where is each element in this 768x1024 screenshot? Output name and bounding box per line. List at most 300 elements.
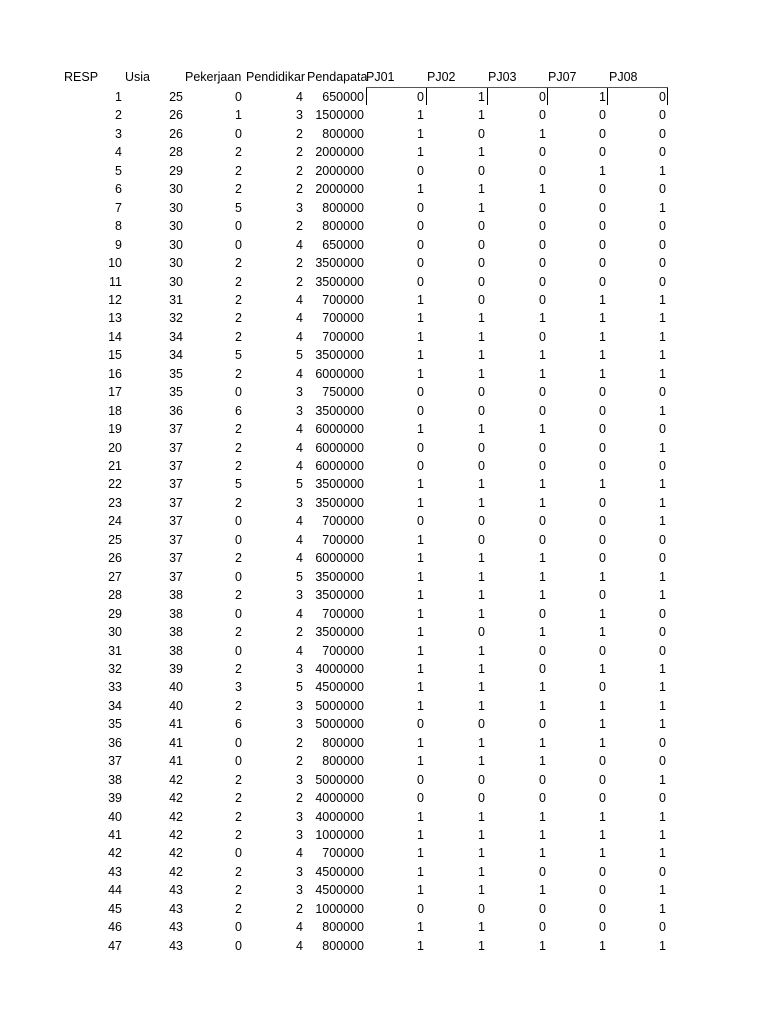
cell-pj03[interactable]: 0 bbox=[539, 145, 546, 160]
cell-pj03[interactable]: 0 bbox=[539, 292, 546, 307]
cell-pendapatan[interactable]: 3500000 bbox=[315, 403, 364, 418]
header-pendapatan[interactable]: Pendapata bbox=[307, 70, 368, 84]
cell-pendidikan[interactable]: 2 bbox=[296, 182, 303, 197]
cell-pekerjaan[interactable]: 5 bbox=[235, 477, 242, 492]
cell-pj01[interactable]: 1 bbox=[417, 920, 424, 935]
cell-pj07[interactable]: 0 bbox=[599, 754, 606, 769]
cell-usia[interactable]: 41 bbox=[169, 735, 183, 750]
cell-usia[interactable]: 37 bbox=[169, 440, 183, 455]
cell-usia[interactable]: 43 bbox=[169, 901, 183, 916]
cell-pj02[interactable]: 0 bbox=[478, 274, 485, 289]
header-pj03[interactable]: PJ03 bbox=[488, 70, 517, 84]
cell-pj03[interactable]: 1 bbox=[539, 126, 546, 141]
cell-pj03[interactable]: 0 bbox=[539, 219, 546, 234]
header-pj08[interactable]: PJ08 bbox=[609, 70, 638, 84]
cell-pj01[interactable]: 0 bbox=[417, 237, 424, 252]
cell-pj03[interactable]: 1 bbox=[539, 422, 546, 437]
cell-pj07[interactable]: 1 bbox=[599, 828, 606, 842]
cell-pj01[interactable]: 1 bbox=[417, 864, 424, 879]
cell-pj01[interactable]: 1 bbox=[417, 754, 424, 769]
cell-resp[interactable]: 29 bbox=[108, 606, 122, 621]
cell-pj01[interactable]: 0 bbox=[417, 403, 424, 418]
cell-resp[interactable]: 9 bbox=[115, 237, 122, 252]
cell-pj02[interactable]: 0 bbox=[478, 532, 485, 547]
cell-usia[interactable]: 38 bbox=[169, 643, 183, 658]
cell-pj03[interactable]: 1 bbox=[539, 828, 546, 842]
cell-pj02[interactable]: 1 bbox=[478, 182, 485, 197]
cell-pj02[interactable]: 0 bbox=[478, 385, 485, 400]
cell-usia[interactable]: 30 bbox=[169, 219, 183, 234]
cell-pj07[interactable]: 1 bbox=[599, 311, 606, 326]
cell-pj01[interactable]: 1 bbox=[417, 883, 424, 898]
cell-pendidikan[interactable]: 3 bbox=[296, 772, 303, 787]
cell-resp[interactable]: 45 bbox=[108, 901, 122, 916]
cell-pj07[interactable]: 0 bbox=[599, 182, 606, 197]
cell-usia[interactable]: 30 bbox=[169, 182, 183, 197]
cell-pendapatan[interactable]: 6000000 bbox=[315, 422, 364, 437]
cell-usia[interactable]: 42 bbox=[169, 864, 183, 879]
cell-pj01[interactable]: 1 bbox=[417, 182, 424, 197]
cell-pj02[interactable]: 1 bbox=[478, 809, 485, 824]
cell-pekerjaan[interactable]: 0 bbox=[235, 920, 242, 935]
cell-pekerjaan[interactable]: 0 bbox=[235, 514, 242, 529]
cell-pj08[interactable]: 0 bbox=[659, 551, 666, 566]
cell-pj03[interactable]: 0 bbox=[539, 772, 546, 787]
cell-pj02[interactable]: 0 bbox=[478, 256, 485, 271]
cell-usia[interactable]: 42 bbox=[169, 828, 183, 842]
cell-pj08[interactable]: 1 bbox=[659, 588, 666, 603]
cell-pendidikan[interactable]: 2 bbox=[296, 754, 303, 769]
cell-pekerjaan[interactable]: 2 bbox=[235, 698, 242, 713]
cell-pekerjaan[interactable]: 2 bbox=[235, 625, 242, 640]
cell-pendapatan[interactable]: 1000000 bbox=[315, 828, 364, 842]
cell-resp[interactable]: 11 bbox=[109, 274, 122, 289]
cell-usia[interactable]: 35 bbox=[169, 385, 183, 400]
cell-pendapatan[interactable]: 6000000 bbox=[315, 366, 364, 381]
cell-pj03[interactable]: 0 bbox=[539, 108, 546, 123]
cell-pj07[interactable]: 0 bbox=[599, 514, 606, 529]
cell-usia[interactable]: 31 bbox=[169, 292, 183, 307]
cell-pendidikan[interactable]: 3 bbox=[296, 717, 303, 732]
cell-usia[interactable]: 36 bbox=[169, 403, 183, 418]
cell-resp[interactable]: 21 bbox=[108, 459, 122, 473]
cell-pendidikan[interactable]: 2 bbox=[296, 145, 303, 160]
cell-pendidikan[interactable]: 3 bbox=[296, 864, 303, 879]
cell-resp[interactable]: 35 bbox=[108, 717, 122, 732]
cell-pj01[interactable]: 1 bbox=[417, 643, 424, 658]
cell-resp[interactable]: 41 bbox=[108, 828, 122, 842]
cell-pj03[interactable]: 1 bbox=[539, 348, 546, 363]
cell-pj08[interactable]: 1 bbox=[659, 717, 666, 732]
header-pj07[interactable]: PJ07 bbox=[548, 70, 577, 84]
cell-pendidikan[interactable]: 5 bbox=[296, 348, 303, 363]
cell-pj08[interactable]: 1 bbox=[659, 348, 666, 363]
cell-pekerjaan[interactable]: 2 bbox=[235, 828, 242, 842]
cell-pj07[interactable]: 1 bbox=[599, 698, 606, 713]
cell-pendidikan[interactable]: 5 bbox=[296, 569, 303, 584]
cell-pj03[interactable]: 0 bbox=[539, 403, 546, 418]
cell-usia[interactable]: 43 bbox=[169, 920, 183, 935]
cell-usia[interactable]: 43 bbox=[169, 938, 183, 953]
cell-pj03[interactable]: 0 bbox=[539, 459, 546, 473]
cell-usia[interactable]: 38 bbox=[169, 625, 183, 640]
cell-pj07[interactable]: 1 bbox=[599, 717, 606, 732]
cell-pendapatan[interactable]: 800000 bbox=[322, 219, 364, 234]
cell-pj08[interactable]: 1 bbox=[659, 569, 666, 584]
cell-pj01[interactable]: 1 bbox=[417, 569, 424, 584]
cell-pendidikan[interactable]: 2 bbox=[296, 274, 303, 289]
cell-pj08[interactable]: 0 bbox=[659, 625, 666, 640]
cell-usia[interactable]: 39 bbox=[169, 661, 183, 676]
cell-pj07[interactable]: 0 bbox=[599, 791, 606, 806]
cell-resp[interactable]: 28 bbox=[108, 588, 122, 603]
cell-pekerjaan[interactable]: 5 bbox=[235, 348, 242, 363]
cell-pj03[interactable]: 1 bbox=[539, 588, 546, 603]
cell-pendapatan[interactable]: 800000 bbox=[322, 938, 364, 953]
cell-pj08[interactable]: 1 bbox=[659, 477, 666, 492]
cell-pj01[interactable]: 1 bbox=[417, 625, 424, 640]
cell-usia[interactable]: 30 bbox=[169, 274, 183, 289]
cell-pendapatan[interactable]: 700000 bbox=[322, 606, 364, 621]
cell-usia[interactable]: 37 bbox=[169, 422, 183, 437]
cell-resp[interactable]: 18 bbox=[108, 403, 122, 418]
cell-pj07[interactable]: 1 bbox=[599, 661, 606, 676]
cell-resp[interactable]: 36 bbox=[108, 735, 122, 750]
cell-resp[interactable]: 42 bbox=[108, 846, 122, 861]
cell-pj03[interactable]: 0 bbox=[539, 643, 546, 658]
cell-pj03[interactable]: 1 bbox=[539, 698, 546, 713]
cell-pj03[interactable]: 1 bbox=[539, 735, 546, 750]
cell-pendidikan[interactable]: 3 bbox=[296, 385, 303, 400]
cell-pj02[interactable]: 1 bbox=[478, 145, 485, 160]
cell-pj01[interactable]: 1 bbox=[417, 680, 424, 695]
cell-resp[interactable]: 33 bbox=[108, 680, 122, 695]
cell-pendidikan[interactable]: 4 bbox=[296, 422, 303, 437]
cell-pj01[interactable]: 1 bbox=[417, 588, 424, 603]
cell-usia[interactable]: 26 bbox=[169, 126, 183, 141]
cell-pj07[interactable]: 1 bbox=[599, 477, 606, 492]
cell-pendidikan[interactable]: 4 bbox=[296, 920, 303, 935]
cell-usia[interactable]: 34 bbox=[169, 348, 183, 363]
cell-pj02[interactable]: 0 bbox=[478, 237, 485, 252]
cell-pekerjaan[interactable]: 0 bbox=[235, 846, 242, 861]
cell-pj02[interactable]: 1 bbox=[478, 588, 485, 603]
cell-resp[interactable]: 24 bbox=[108, 514, 122, 529]
cell-pendidikan[interactable]: 5 bbox=[296, 680, 303, 695]
cell-pendapatan[interactable]: 700000 bbox=[322, 311, 364, 326]
cell-pj03[interactable]: 0 bbox=[539, 532, 546, 547]
cell-pendapatan[interactable]: 700000 bbox=[322, 532, 364, 547]
header-pekerjaan[interactable]: Pekerjaan bbox=[185, 70, 242, 84]
cell-pendidikan[interactable]: 4 bbox=[296, 366, 303, 381]
cell-pj02[interactable]: 1 bbox=[478, 735, 485, 750]
cell-pj07[interactable]: 0 bbox=[599, 403, 606, 418]
cell-pekerjaan[interactable]: 0 bbox=[235, 219, 242, 234]
cell-pekerjaan[interactable]: 2 bbox=[235, 883, 242, 898]
cell-pj02[interactable]: 1 bbox=[478, 348, 485, 363]
cell-resp[interactable]: 44 bbox=[108, 883, 122, 898]
cell-pj02[interactable]: 0 bbox=[478, 219, 485, 234]
cell-resp[interactable]: 10 bbox=[108, 256, 122, 271]
cell-pj02[interactable]: 1 bbox=[478, 828, 485, 842]
cell-pj08[interactable]: 1 bbox=[659, 846, 666, 861]
cell-pj08[interactable]: 1 bbox=[659, 698, 666, 713]
cell-pendidikan[interactable]: 3 bbox=[296, 588, 303, 603]
cell-pendidikan[interactable]: 4 bbox=[296, 532, 303, 547]
cell-pj03[interactable]: 1 bbox=[539, 495, 546, 510]
cell-pj02[interactable]: 0 bbox=[478, 791, 485, 806]
cell-pj03[interactable]: 1 bbox=[539, 754, 546, 769]
cell-pj08[interactable]: 1 bbox=[659, 440, 666, 455]
cell-pj08[interactable]: 0 bbox=[659, 459, 666, 473]
cell-pj03[interactable]: 0 bbox=[539, 440, 546, 455]
cell-pj07[interactable]: 0 bbox=[599, 274, 606, 289]
cell-pj01[interactable]: 1 bbox=[417, 698, 424, 713]
cell-pendidikan[interactable]: 3 bbox=[296, 809, 303, 824]
cell-pj08[interactable]: 1 bbox=[659, 311, 666, 326]
cell-pendapatan[interactable]: 3500000 bbox=[315, 256, 364, 271]
cell-pj07[interactable]: 1 bbox=[599, 329, 606, 344]
cell-pekerjaan[interactable]: 1 bbox=[235, 108, 242, 123]
cell-resp[interactable]: 3 bbox=[115, 126, 122, 141]
cell-pj02[interactable]: 1 bbox=[478, 754, 485, 769]
cell-pj02[interactable]: 1 bbox=[478, 495, 485, 510]
cell-pj08[interactable]: 1 bbox=[659, 772, 666, 787]
cell-pj07[interactable]: 0 bbox=[599, 588, 606, 603]
cell-pekerjaan[interactable]: 0 bbox=[235, 754, 242, 769]
cell-pendidikan[interactable]: 4 bbox=[296, 440, 303, 455]
cell-usia[interactable]: 43 bbox=[169, 883, 183, 898]
cell-pj02[interactable]: 1 bbox=[478, 477, 485, 492]
cell-pj08[interactable]: 1 bbox=[659, 292, 666, 307]
cell-pj02[interactable]: 0 bbox=[478, 163, 485, 178]
cell-pj03[interactable]: 0 bbox=[539, 274, 546, 289]
cell-pj03[interactable]: 0 bbox=[539, 920, 546, 935]
cell-pj07[interactable]: 0 bbox=[599, 551, 606, 566]
cell-pj08[interactable]: 0 bbox=[659, 182, 666, 197]
cell-pj08[interactable]: 1 bbox=[659, 403, 666, 418]
cell-pj03[interactable]: 1 bbox=[539, 366, 546, 381]
cell-resp[interactable]: 46 bbox=[108, 920, 122, 935]
cell-pj07[interactable]: 0 bbox=[599, 901, 606, 916]
cell-pekerjaan[interactable]: 2 bbox=[235, 311, 242, 326]
cell-pj08[interactable]: 0 bbox=[659, 274, 666, 289]
cell-pendapatan[interactable]: 3500000 bbox=[315, 477, 364, 492]
cell-pendapatan[interactable]: 5000000 bbox=[315, 698, 364, 713]
cell-pj03[interactable]: 1 bbox=[539, 883, 546, 898]
cell-pj02[interactable]: 1 bbox=[478, 864, 485, 879]
cell-pj08[interactable]: 1 bbox=[659, 901, 666, 916]
cell-pj07[interactable]: 0 bbox=[599, 385, 606, 400]
cell-pj02[interactable]: 0 bbox=[478, 440, 485, 455]
cell-pendidikan[interactable]: 3 bbox=[296, 698, 303, 713]
cell-pj03[interactable]: 1 bbox=[539, 569, 546, 584]
cell-pekerjaan[interactable]: 2 bbox=[235, 292, 242, 307]
cell-pendidikan[interactable]: 2 bbox=[296, 256, 303, 271]
cell-pj01[interactable]: 0 bbox=[417, 772, 424, 787]
cell-pendapatan[interactable]: 700000 bbox=[322, 846, 364, 861]
cell-pj08[interactable]: 1 bbox=[659, 163, 666, 178]
header-pendidikan[interactable]: Pendidikar bbox=[246, 70, 306, 84]
cell-pj01[interactable]: 0 bbox=[417, 200, 424, 215]
cell-pekerjaan[interactable]: 2 bbox=[235, 329, 242, 344]
cell-pendapatan[interactable]: 3500000 bbox=[315, 495, 364, 510]
cell-pekerjaan[interactable]: 2 bbox=[235, 495, 242, 510]
cell-pekerjaan[interactable]: 2 bbox=[235, 440, 242, 455]
cell-pendapatan[interactable]: 6000000 bbox=[315, 551, 364, 566]
cell-pj02[interactable]: 1 bbox=[478, 551, 485, 566]
cell-pendidikan[interactable]: 2 bbox=[296, 735, 303, 750]
cell-pekerjaan[interactable]: 0 bbox=[235, 126, 242, 141]
cell-pendapatan[interactable]: 4500000 bbox=[315, 883, 364, 898]
cell-pj01[interactable]: 1 bbox=[417, 422, 424, 437]
cell-pj02[interactable]: 0 bbox=[478, 459, 485, 473]
cell-pj03[interactable]: 1 bbox=[539, 477, 546, 492]
cell-pj02[interactable]: 0 bbox=[478, 717, 485, 732]
cell-pendapatan[interactable]: 800000 bbox=[322, 735, 364, 750]
cell-resp[interactable]: 6 bbox=[115, 182, 122, 197]
cell-resp[interactable]: 7 bbox=[115, 200, 122, 215]
cell-pj08[interactable]: 0 bbox=[659, 219, 666, 234]
cell-pj07[interactable]: 0 bbox=[599, 108, 606, 123]
cell-usia[interactable]: 37 bbox=[169, 459, 183, 473]
cell-usia[interactable]: 37 bbox=[169, 514, 183, 529]
cell-pekerjaan[interactable]: 0 bbox=[235, 385, 242, 400]
cell-resp[interactable]: 22 bbox=[108, 477, 122, 492]
cell-pj02[interactable]: 1 bbox=[478, 643, 485, 658]
cell-pekerjaan[interactable]: 2 bbox=[235, 422, 242, 437]
cell-pendapatan[interactable]: 3500000 bbox=[315, 274, 364, 289]
cell-resp[interactable]: 15 bbox=[108, 348, 122, 363]
cell-resp[interactable]: 34 bbox=[108, 698, 122, 713]
cell-pendidikan[interactable]: 2 bbox=[296, 625, 303, 640]
cell-pj07[interactable]: 0 bbox=[599, 864, 606, 879]
cell-resp[interactable]: 40 bbox=[108, 809, 122, 824]
cell-pendapatan[interactable]: 3500000 bbox=[315, 348, 364, 363]
cell-pekerjaan[interactable]: 0 bbox=[235, 643, 242, 658]
cell-pendapatan[interactable]: 750000 bbox=[322, 385, 364, 400]
cell-pekerjaan[interactable]: 2 bbox=[235, 772, 242, 787]
cell-pj01[interactable]: 1 bbox=[417, 366, 424, 381]
cell-pendidikan[interactable]: 4 bbox=[296, 938, 303, 953]
cell-pj07[interactable]: 1 bbox=[599, 625, 606, 640]
cell-pj01[interactable]: 1 bbox=[417, 126, 424, 141]
header-resp[interactable]: RESP bbox=[64, 70, 99, 84]
cell-pj02[interactable]: 0 bbox=[478, 901, 485, 916]
cell-pj01[interactable]: 1 bbox=[417, 108, 424, 123]
cell-pj07[interactable]: 1 bbox=[599, 292, 606, 307]
cell-pendidikan[interactable]: 2 bbox=[296, 219, 303, 234]
cell-pj02[interactable]: 1 bbox=[478, 883, 485, 898]
cell-pj08[interactable]: 1 bbox=[659, 809, 666, 824]
header-pj01[interactable]: PJ01 bbox=[366, 70, 395, 84]
cell-pj07[interactable]: 0 bbox=[599, 495, 606, 510]
cell-usia[interactable]: 28 bbox=[169, 145, 183, 160]
cell-pekerjaan[interactable]: 0 bbox=[235, 569, 242, 584]
cell-pekerjaan[interactable]: 2 bbox=[235, 588, 242, 603]
cell-pj01[interactable]: 1 bbox=[417, 292, 424, 307]
cell-pendapatan[interactable]: 4500000 bbox=[315, 680, 364, 695]
cell-pj02[interactable]: 1 bbox=[478, 108, 485, 123]
cell-pj03[interactable]: 0 bbox=[539, 901, 546, 916]
cell-pj01[interactable]: 1 bbox=[417, 551, 424, 566]
cell-pj03[interactable]: 1 bbox=[539, 625, 546, 640]
cell-pj01[interactable]: 1 bbox=[417, 661, 424, 676]
cell-pj01[interactable]: 0 bbox=[417, 459, 424, 473]
cell-pendapatan[interactable]: 700000 bbox=[322, 514, 364, 529]
cell-usia[interactable]: 30 bbox=[169, 256, 183, 271]
cell-pj08[interactable]: 0 bbox=[659, 754, 666, 769]
cell-pj07[interactable]: 0 bbox=[599, 145, 606, 160]
cell-resp[interactable]: 12 bbox=[108, 292, 122, 307]
cell-pj02[interactable]: 0 bbox=[478, 514, 485, 529]
cell-resp[interactable]: 16 bbox=[108, 366, 122, 381]
cell-resp[interactable]: 1 bbox=[115, 90, 122, 104]
cell-usia[interactable]: 42 bbox=[169, 846, 183, 861]
cell-resp[interactable]: 14 bbox=[108, 329, 122, 344]
cell-pendidikan[interactable]: 4 bbox=[296, 514, 303, 529]
cell-pendidikan[interactable]: 4 bbox=[296, 329, 303, 344]
cell-pj02[interactable]: 1 bbox=[478, 846, 485, 861]
cell-usia[interactable]: 42 bbox=[169, 791, 183, 806]
cell-pj03[interactable]: 0 bbox=[539, 237, 546, 252]
cell-pj01[interactable]: 0 bbox=[417, 901, 424, 916]
cell-usia[interactable]: 29 bbox=[169, 163, 183, 178]
cell-pj07[interactable]: 0 bbox=[599, 256, 606, 271]
cell-pj01[interactable]: 1 bbox=[417, 329, 424, 344]
cell-pj08[interactable]: 0 bbox=[659, 643, 666, 658]
cell-pekerjaan[interactable]: 0 bbox=[235, 606, 242, 621]
cell-pj02[interactable]: 1 bbox=[478, 680, 485, 695]
cell-pj01[interactable]: 1 bbox=[417, 348, 424, 363]
cell-resp[interactable]: 19 bbox=[108, 422, 122, 437]
cell-pj08[interactable]: 1 bbox=[659, 329, 666, 344]
cell-pendapatan[interactable]: 2000000 bbox=[315, 163, 364, 178]
cell-pj01[interactable]: 1 bbox=[417, 495, 424, 510]
cell-pj07[interactable]: 1 bbox=[599, 90, 606, 104]
cell-resp[interactable]: 43 bbox=[108, 864, 122, 879]
cell-pj08[interactable]: 0 bbox=[659, 920, 666, 935]
cell-pendapatan[interactable]: 700000 bbox=[322, 292, 364, 307]
cell-pj02[interactable]: 0 bbox=[478, 126, 485, 141]
cell-pekerjaan[interactable]: 0 bbox=[235, 237, 242, 252]
cell-pj01[interactable]: 0 bbox=[417, 219, 424, 234]
cell-pj08[interactable]: 1 bbox=[659, 828, 666, 842]
cell-pj02[interactable]: 0 bbox=[478, 403, 485, 418]
cell-usia[interactable]: 26 bbox=[169, 108, 183, 123]
cell-usia[interactable]: 32 bbox=[169, 311, 183, 326]
cell-pendapatan[interactable]: 4000000 bbox=[315, 661, 364, 676]
cell-pj08[interactable]: 0 bbox=[659, 385, 666, 400]
cell-pj02[interactable]: 1 bbox=[478, 569, 485, 584]
cell-pendapatan[interactable]: 700000 bbox=[322, 643, 364, 658]
cell-pendapatan[interactable]: 800000 bbox=[322, 920, 364, 935]
cell-pendapatan[interactable]: 2000000 bbox=[315, 182, 364, 197]
cell-usia[interactable]: 30 bbox=[169, 237, 183, 252]
cell-pj07[interactable]: 0 bbox=[599, 200, 606, 215]
cell-pj01[interactable]: 0 bbox=[417, 90, 424, 104]
cell-pj01[interactable]: 0 bbox=[417, 717, 424, 732]
cell-pendidikan[interactable]: 4 bbox=[296, 90, 303, 104]
cell-pendidikan[interactable]: 3 bbox=[296, 108, 303, 123]
cell-pj07[interactable]: 0 bbox=[599, 680, 606, 695]
cell-usia[interactable]: 34 bbox=[169, 329, 183, 344]
cell-pj01[interactable]: 0 bbox=[417, 163, 424, 178]
cell-usia[interactable]: 38 bbox=[169, 606, 183, 621]
cell-pj03[interactable]: 1 bbox=[539, 809, 546, 824]
cell-pendidikan[interactable]: 4 bbox=[296, 551, 303, 566]
cell-pj07[interactable]: 1 bbox=[599, 348, 606, 363]
